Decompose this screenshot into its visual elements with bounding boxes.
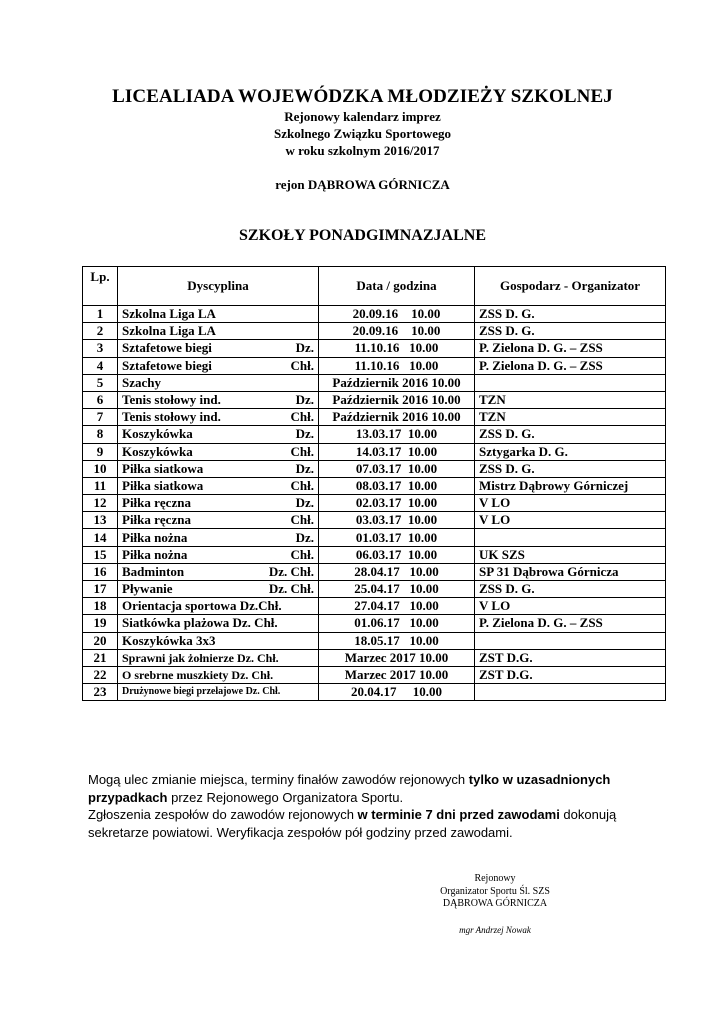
cell-lp: 13 xyxy=(83,512,118,529)
discipline-name: Piłka siatkowa xyxy=(122,460,204,476)
cell-discipline xyxy=(118,666,319,683)
discipline-name: Piłka nożna xyxy=(122,529,188,545)
cell-date: 25.04.17 10.00 xyxy=(319,581,475,598)
table-row xyxy=(83,546,666,563)
cell-date: 28.04.17 10.00 xyxy=(319,563,475,580)
note-2-text-c: dokonują sekretarze powiatowi. Weryfikacja zespołów pół godziny przed zawodami. xyxy=(88,807,617,840)
cell-date: 01.06.17 10.00 xyxy=(319,615,475,632)
cell-date: 20.09.16 10.00 xyxy=(319,306,475,323)
discipline-category: Chł. xyxy=(290,443,314,459)
cell-date: 11.10.16 10.00 xyxy=(319,357,475,374)
discipline-category: Dz. xyxy=(295,392,314,408)
cell-lp: 15 xyxy=(83,546,118,563)
cell-date: 01.03.17 10.00 xyxy=(319,529,475,546)
discipline-name: Pływanie xyxy=(122,581,173,597)
discipline-name: O srebrne muszkiety Dz. Chł. xyxy=(122,668,274,683)
signature-name: mgr Andrzej Nowak xyxy=(459,925,531,935)
subtitle-school-year: w roku szkolnym 2016/2017 xyxy=(285,143,440,158)
table-row xyxy=(83,598,666,615)
discipline-category: Chł. xyxy=(290,546,314,562)
table-row xyxy=(83,529,666,546)
cell-host: ZSS D. G. xyxy=(475,581,666,598)
cell-discipline xyxy=(118,649,319,666)
cell-lp: 5 xyxy=(83,374,118,391)
cell-host: P. Zielona D. G. – ZSS xyxy=(475,615,666,632)
cell-discipline xyxy=(118,460,319,477)
cell-host xyxy=(475,374,666,391)
table-row xyxy=(83,340,666,357)
cell-host: UK SZS xyxy=(475,546,666,563)
cell-discipline xyxy=(118,323,319,340)
discipline-category: Dz. Chł. xyxy=(268,581,314,597)
cell-lp: 2 xyxy=(83,323,118,340)
cell-host: P. Zielona D. G. – ZSS xyxy=(475,357,666,374)
cell-lp: 23 xyxy=(83,684,118,701)
table-row xyxy=(83,374,666,391)
table-row xyxy=(83,443,666,460)
cell-lp: 14 xyxy=(83,529,118,546)
discipline-name: Piłka nożna xyxy=(122,546,188,562)
cell-host: ZSS D. G. xyxy=(475,306,666,323)
note-2-text-a: Zgłoszenia zespołów do zawodów rejonowych xyxy=(88,807,358,822)
cell-lp: 9 xyxy=(83,443,118,460)
cell-host: ZSS D. G. xyxy=(475,426,666,443)
cell-lp: 20 xyxy=(83,632,118,649)
discipline-name: Szkolna Liga LA xyxy=(122,306,216,322)
cell-discipline xyxy=(118,374,319,391)
cell-lp: 10 xyxy=(83,460,118,477)
cell-lp: 1 xyxy=(83,306,118,323)
cell-discipline xyxy=(118,443,319,460)
cell-lp: 6 xyxy=(83,391,118,408)
cell-host: Mistrz Dąbrowy Górniczej xyxy=(475,477,666,494)
cell-lp: 17 xyxy=(83,581,118,598)
discipline-category: Dz. xyxy=(295,460,314,476)
subtitle-calendar: Rejonowy kalendarz imprez xyxy=(284,109,441,124)
table-row xyxy=(83,581,666,598)
cell-discipline xyxy=(118,581,319,598)
subtitle-association: Szkolnego Związku Sportowego xyxy=(274,126,451,141)
discipline-name: Siatkówka plażowa Dz. Chł. xyxy=(122,615,278,631)
section-title: SZKOŁY PONADGIMNAZJALNE xyxy=(239,227,486,244)
cell-lp: 22 xyxy=(83,666,118,683)
cell-date: 06.03.17 10.00 xyxy=(319,546,475,563)
table-row xyxy=(83,632,666,649)
note-2-text-bold: w terminie 7 dni przed zawodami xyxy=(357,807,560,822)
signature-line-1: Rejonowy xyxy=(474,873,516,884)
cell-date: 18.05.17 10.00 xyxy=(319,632,475,649)
discipline-name: Tenis stołowy ind. xyxy=(122,409,221,425)
discipline-name: Piłka ręczna xyxy=(122,512,191,528)
cell-host: V LO xyxy=(475,598,666,615)
cell-discipline xyxy=(118,563,319,580)
table-row xyxy=(83,563,666,580)
cell-date: Październik 2016 10.00 xyxy=(319,409,475,426)
discipline-name: Koszykówka xyxy=(122,443,193,459)
discipline-name: Szkolna Liga LA xyxy=(122,323,216,339)
cell-date: Październik 2016 10.00 xyxy=(319,374,475,391)
col-header-date: Data / godzina xyxy=(319,267,475,306)
cell-date: 20.04.17 10.00 xyxy=(319,684,475,701)
cell-host: ZSS D. G. xyxy=(475,323,666,340)
cell-discipline xyxy=(118,495,319,512)
cell-discipline xyxy=(118,357,319,374)
discipline-category: Chł. xyxy=(290,512,314,528)
discipline-name: Koszykówka xyxy=(122,426,193,442)
cell-discipline xyxy=(118,391,319,408)
cell-lp: 12 xyxy=(83,495,118,512)
table-row xyxy=(83,306,666,323)
cell-host: TZN xyxy=(475,409,666,426)
cell-host: SP 31 Dąbrowa Górnicza xyxy=(475,563,666,580)
cell-date: 14.03.17 10.00 xyxy=(319,443,475,460)
note-1-text-bold: tylko w uzasadnionych przypadkach xyxy=(88,772,611,805)
cell-date: 11.10.16 10.00 xyxy=(319,340,475,357)
cell-date: 20.09.16 10.00 xyxy=(319,323,475,340)
discipline-category: Dz. xyxy=(295,529,314,545)
table-row xyxy=(83,391,666,408)
cell-date: 27.04.17 10.00 xyxy=(319,598,475,615)
cell-discipline xyxy=(118,615,319,632)
discipline-name: Drużynowe biegi przełajowe Dz. Chł. xyxy=(122,686,281,698)
table-row xyxy=(83,684,666,701)
discipline-name: Piłka ręczna xyxy=(122,495,191,511)
cell-date: Marzec 2017 10.00 xyxy=(319,666,475,683)
cell-lp: 11 xyxy=(83,477,118,494)
cell-date: 13.03.17 10.00 xyxy=(319,426,475,443)
cell-lp: 21 xyxy=(83,649,118,666)
cell-host xyxy=(475,529,666,546)
cell-host: ZSS D. G. xyxy=(475,460,666,477)
discipline-name: Sprawni jak żołnierze Dz. Chł. xyxy=(122,650,279,665)
discipline-name: Piłka siatkowa xyxy=(122,477,204,493)
document-title: LICEALIADA WOJEWÓDZKA MŁODZIEŻY SZKOLNEJ xyxy=(112,86,613,107)
table-row xyxy=(83,666,666,683)
discipline-category: Chł. xyxy=(290,409,314,425)
discipline-category: Dz. xyxy=(295,340,314,356)
cell-host: Sztygarka D. G. xyxy=(475,443,666,460)
cell-host: V LO xyxy=(475,512,666,529)
note-paragraph-1 xyxy=(88,771,648,806)
cell-discipline xyxy=(118,409,319,426)
signature-block xyxy=(420,873,570,911)
cell-host: ZST D.G. xyxy=(475,649,666,666)
cell-lp: 3 xyxy=(83,340,118,357)
table-row xyxy=(83,323,666,340)
table-row xyxy=(83,495,666,512)
cell-discipline xyxy=(118,546,319,563)
cell-lp: 8 xyxy=(83,426,118,443)
cell-discipline xyxy=(118,529,319,546)
cell-lp: 16 xyxy=(83,563,118,580)
events-table xyxy=(82,266,666,701)
discipline-category: Chł. xyxy=(290,357,314,373)
cell-lp: 19 xyxy=(83,615,118,632)
discipline-name: Sztafetowe biegi xyxy=(122,357,212,373)
table-row xyxy=(83,512,666,529)
note-1-text-a: Mogą ulec zmianie miejsca, terminy finałów zawodów rejonowych xyxy=(88,772,469,787)
cell-host: V LO xyxy=(475,495,666,512)
cell-host: TZN xyxy=(475,391,666,408)
signature-line-3: DĄBROWA GÓRNICZA xyxy=(442,898,548,909)
cell-date: 02.03.17 10.00 xyxy=(319,495,475,512)
cell-date: Marzec 2017 10.00 xyxy=(319,649,475,666)
table-row xyxy=(83,426,666,443)
table-row xyxy=(83,460,666,477)
col-header-host: Gospodarz - Organizator xyxy=(475,267,666,306)
discipline-name: Tenis stołowy ind. xyxy=(122,392,221,408)
discipline-category: Dz. xyxy=(295,495,314,511)
discipline-category: Dz. xyxy=(295,426,314,442)
table-row xyxy=(83,409,666,426)
discipline-name: Sztafetowe biegi xyxy=(122,340,212,356)
table-row xyxy=(83,357,666,374)
cell-host xyxy=(475,632,666,649)
cell-lp: 18 xyxy=(83,598,118,615)
cell-date: 03.03.17 10.00 xyxy=(319,512,475,529)
discipline-name: Badminton xyxy=(122,563,185,579)
cell-discipline xyxy=(118,598,319,615)
cell-discipline xyxy=(118,512,319,529)
cell-host: ZST D.G. xyxy=(475,666,666,683)
discipline-name: Orientacja sportowa Dz.Chł. xyxy=(122,598,282,614)
discipline-name: Koszykówka 3x3 xyxy=(122,632,216,648)
discipline-category: Dz. Chł. xyxy=(268,563,314,579)
cell-date: 08.03.17 10.00 xyxy=(319,477,475,494)
table-row xyxy=(83,649,666,666)
col-header-discipline: Dyscyplina xyxy=(118,267,319,306)
note-paragraph-2 xyxy=(88,806,648,841)
table-row xyxy=(83,477,666,494)
cell-lp: 7 xyxy=(83,409,118,426)
cell-host: P. Zielona D. G. – ZSS xyxy=(475,340,666,357)
cell-discipline xyxy=(118,684,319,701)
cell-host xyxy=(475,684,666,701)
discipline-name: Szachy xyxy=(122,374,161,390)
cell-discipline xyxy=(118,477,319,494)
table-header-row xyxy=(83,267,666,306)
discipline-category: Chł. xyxy=(290,477,314,493)
cell-date: 07.03.17 10.00 xyxy=(319,460,475,477)
cell-discipline xyxy=(118,632,319,649)
note-1-text-c: przez Rejonowego Organizatora Sportu. xyxy=(167,789,404,805)
cell-discipline xyxy=(118,306,319,323)
notes xyxy=(88,771,648,841)
table-row xyxy=(83,615,666,632)
cell-lp: 4 xyxy=(83,357,118,374)
col-header-lp: Lp. xyxy=(83,267,118,306)
region-label: rejon DĄBROWA GÓRNICZA xyxy=(275,177,450,192)
cell-discipline xyxy=(118,426,319,443)
cell-date: Październik 2016 10.00 xyxy=(319,391,475,408)
cell-discipline xyxy=(118,340,319,357)
signature-line-2: Organizator Sportu Śl. SZS xyxy=(440,885,550,897)
